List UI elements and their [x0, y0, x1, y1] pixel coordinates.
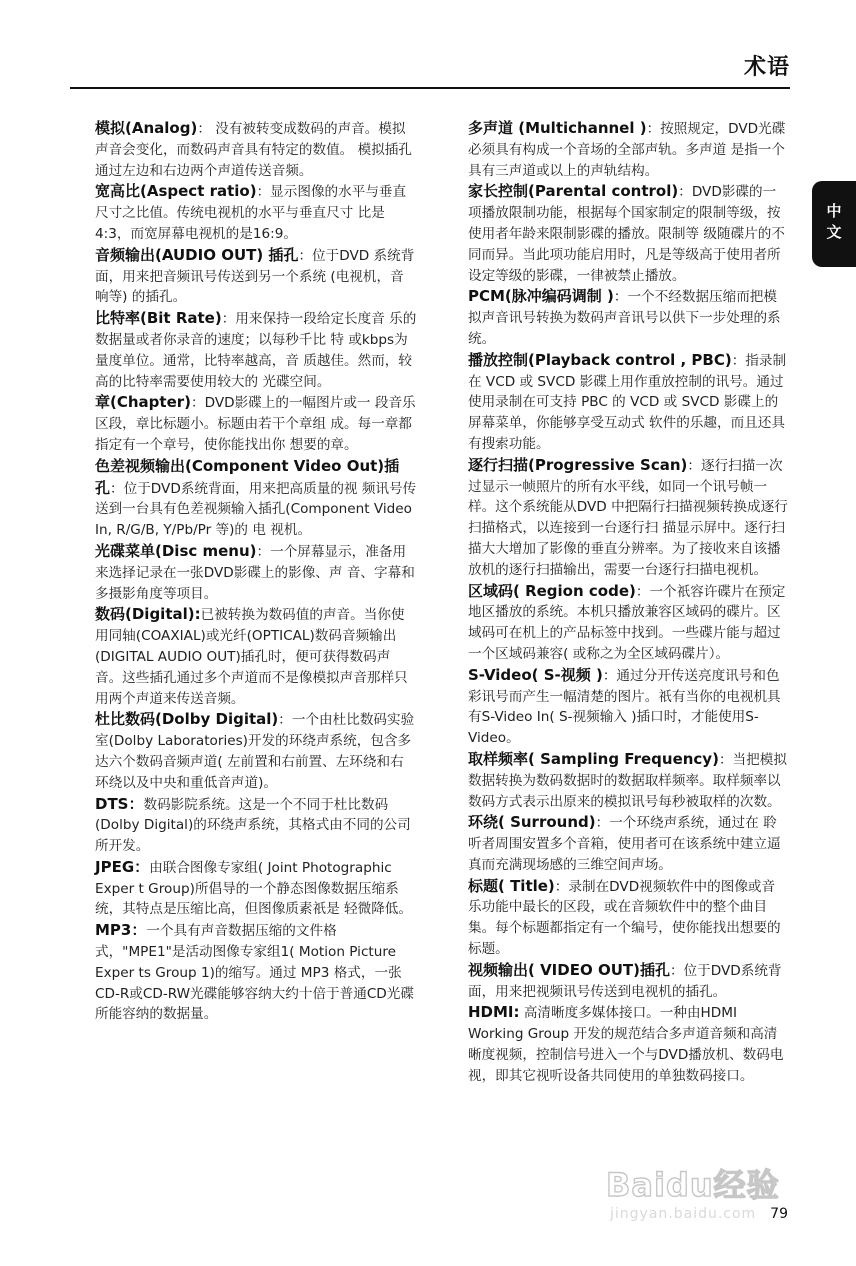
glossary-entry — [95, 308, 417, 392]
glossary-entry — [95, 604, 417, 709]
glossary-term: 光碟菜单(Disc menu) — [95, 541, 257, 560]
glossary-term: HDMI: — [468, 1003, 520, 1022]
glossary-term: 色差视频输出(Component Video Out)插孔 — [95, 456, 400, 497]
glossary-entry — [95, 392, 417, 455]
glossary-definition: 由联合图像专家组( Joint Photographic Exper t Group)所倡导的一个静态图像数据压缩系统，其特点是压缩比高，但图像质素祇是 轻微降低。 — [95, 859, 412, 918]
glossary-entry — [468, 960, 788, 1003]
language-tab-label: 中文 — [824, 203, 843, 245]
header-rule — [70, 87, 790, 89]
glossary-definition: ：一个环绕声系统，通过在 聆听者周围安置多个音箱，使用者可在该系统中建立逼真而充满现场感的三维空间声场。 — [468, 815, 781, 873]
glossary-entry — [468, 665, 788, 749]
glossary-definition: ：通过分开传送亮度讯号和色彩讯号而产生一幅清楚的图片。祇有当你的电视机具有S-Video In( S-视频输入 )插口时，才能使用S-Video。 — [468, 667, 781, 747]
glossary-definition: ：用来保持一段给定长度音 乐的数据量或者你录音的速度；以每秒千比 特 或kbps为量度单位。通常，比特率越高，音 质越佳。然而，较高的比特率需要使用较大的 光碟空间。 — [95, 311, 417, 390]
glossary-definition: ：录制在DVD视频软件中的图像或音乐功能中最长的区段，或在音频软件中的整个曲目集。每个标题都指定有一个编号，使你能找出想要的标题。 — [468, 878, 781, 958]
glossary-term: 多声道 (Multichannel ) — [468, 119, 647, 137]
glossary-entry — [95, 456, 417, 541]
glossary-definition: ：逐行扫描一次过显示一帧照片的所有水平线，如同一个讯号帧一样。这个系统能从DVD 中把隔行扫描视频转换成逐行扫描格式，以连接到一台逐行扫 描显示屏中。逐行扫描大大增加了影像的垂直分辨率。为了接收来自该播放机的逐行扫描输出，需要一台逐行扫描电视机。 — [468, 457, 788, 578]
glossary-entry — [95, 181, 417, 244]
glossary-term: 区域码( Region code) — [468, 581, 636, 600]
glossary-entry — [95, 709, 417, 793]
glossary-entry — [468, 455, 788, 581]
glossary-entry — [95, 857, 417, 920]
glossary-entry — [468, 749, 788, 812]
glossary-definition: ：指录制在 VCD 或 SVCD 影碟上用作重放控制的讯号。通过使用录制在可支持 PBC 的 VCD 或 SVCD 影碟上的屏幕菜单，你能够享受互动式 软件的乐趣，而且还具有搜索功能。 — [468, 352, 787, 452]
glossary-term: 杜比数码(Dolby Digital) — [95, 710, 279, 729]
glossary-term: 比特率(Bit Rate) — [95, 309, 222, 328]
glossary-entry — [95, 245, 417, 308]
glossary-term: PCM(脉冲编码调制 ) — [468, 287, 614, 306]
glossary-definition: ：位于DVD系统背面，用来把视频讯号传送到电视机的插孔。 — [468, 962, 782, 1000]
glossary-definition: ：一个屏幕显示，准备用来选择记录在一张DVD影碟上的影像、声 音、字幕和多摄影角度等项目。 — [95, 543, 415, 602]
glossary-definition: 已被转换为数码值的声音。当你使用同轴(COAXIAL)或光纤(OPTICAL)数码音频输出(DIGITAL AUDIO OUT)插孔时，便可获得数码声音。这些插孔通过多个声道而不是像模拟声音那样只用两个声道来传送音频。 — [95, 607, 408, 707]
glossary-definition: ：一个祇容许碟片在预定地区播放的系统。本机只播放兼容区域码的碟片。区域码可在机上的产品标签中找到。一些碟片能与超过一个区域码兼容( 或称之为全区域码碟片）。 — [468, 583, 786, 662]
watermark-url: jingyan.baidu.com — [610, 1206, 757, 1222]
glossary-definition: ： 没有被转变成数码的声音。模拟声音会变化，而数码声音具有特定的数值。 模拟插孔通过左边和右边两个声道传送音频。 — [95, 121, 412, 179]
glossary-entry — [468, 581, 788, 665]
glossary-entry — [468, 876, 788, 960]
glossary-entry — [468, 118, 788, 181]
glossary-term: 视频输出( VIDEO OUT)插孔 — [468, 960, 670, 979]
glossary-definition: 数码影院系统。这是一个不同于杜比数码(Dolby Digital)的环绕声系统，其格式由不同的公司所开发。 — [95, 796, 411, 855]
glossary-definition: ：按照规定，DVD光碟必须具有构成一个音场的全部声轨。多声道 是指一个具有三声道或以上的声轨结构。 — [468, 121, 786, 179]
glossary-left-column — [95, 118, 417, 1025]
watermark-logo: Baidu经验 — [606, 1166, 780, 1204]
glossary-term: 逐行扫描(Progressive Scan) — [468, 455, 688, 474]
glossary-term: 家长控制(Parental control) — [468, 182, 679, 201]
glossary-definition: ：位于DVD 系统背面，用来把音频讯号传送到另一个系统 (电视机，音响等) 的插孔。 — [95, 247, 415, 306]
glossary-term: 标题( Title) — [468, 876, 555, 895]
glossary-term: 章(Chapter) — [95, 393, 191, 412]
glossary-term: 环绕( Surround) — [468, 813, 596, 832]
glossary-term: 数码(Digital): — [95, 605, 201, 624]
glossary-definition: 一个具有声音数据压缩的文件格式，"MPE1"是活动图像专家组1( Motion Picture Exper ts Group 1)的缩写。通过 MP3 格式，一张CD-R或CD-RW光碟能够容纳大约十倍于普通CD光碟所能容纳的数据量。 — [95, 923, 414, 1023]
glossary-term: 取样频率( Sampling Frequency) — [468, 749, 719, 768]
glossary-definition: ：当把模拟数据转换为数码数据时的数据取样频率。取样频率以数码方式表示出原来的模拟讯号每秒被取样的次数。 — [468, 751, 787, 810]
glossary-entry — [468, 1002, 788, 1086]
glossary-definition: ：一个由杜比数码实验室(Dolby Laboratories)开发的环绕声系统，包含多达六个数码音频声道( 左前置和右前置、左环绕和右环绕以及中央和重低音声道)。 — [95, 712, 415, 791]
glossary-definition: ：一个不经数据压缩而把模拟声音讯号转换为数码声音讯号以供下一步处理的系统。 — [468, 289, 781, 347]
glossary-entry — [468, 350, 788, 455]
glossary-definition: ：DVD影碟上的一幅图片或一 段音乐区段，章比标题小。标题由若干个章组 成。每一章都指定有一个章号，使你能找出你 想要的章。 — [95, 395, 416, 453]
glossary-term: MP3： — [95, 921, 147, 940]
glossary-entry — [95, 541, 417, 604]
language-tab — [812, 181, 856, 267]
glossary-definition: ：DVD影碟的一项播放限制功能，根据每个国家制定的限制等级，按使用者年龄来限制影碟的播放。限制等 级随碟片的不同而异。当此项功能启用时，凡是等级高于使用者所设定等级的影碟，一律被禁止播放。 — [468, 184, 785, 284]
glossary-term: 模拟(Analog) — [95, 119, 198, 137]
glossary-term: 宽高比(Aspect ratio) — [95, 182, 257, 201]
glossary-entry — [468, 812, 788, 875]
glossary-term: DTS： — [95, 794, 144, 813]
glossary-entry — [95, 794, 417, 857]
glossary-entry — [95, 118, 417, 181]
page-number: 79 — [770, 1206, 788, 1222]
glossary-definition: ：位于DVD系统背面，用来把高质量的视 频讯号传送到一台具有色差视频输入插孔(Component Video In, R/G/B, Y/Pb/Pr 等)的 电 视机。 — [95, 480, 417, 539]
glossary-entry — [468, 286, 788, 349]
glossary-definition: 高清晰度多媒体接口。一种由HDMI Working Group 开发的规范结合多声道音频和高清晰度视频，控制信号进入一个与DVD播放机、数码电视，即其它视听设备共同使用的单独数码接口。 — [468, 1005, 784, 1084]
glossary-term: 音频输出(AUDIO OUT) 插孔 — [95, 245, 299, 264]
glossary-term: 播放控制(Playback control , PBC) — [468, 350, 732, 369]
glossary-term: JPEG： — [95, 857, 150, 876]
glossary-definition: ：显示图像的水平与垂直尺寸之比值。传统电视机的水平与垂直尺寸 比是4:3，而宽屏幕电视机的是16:9。 — [95, 184, 407, 242]
glossary-entry — [468, 181, 788, 286]
glossary-right-column — [468, 118, 788, 1087]
glossary-term: S-Video( S-视频 ) — [468, 665, 603, 684]
glossary-entry — [95, 920, 417, 1025]
page-title: 术语 — [743, 55, 790, 80]
